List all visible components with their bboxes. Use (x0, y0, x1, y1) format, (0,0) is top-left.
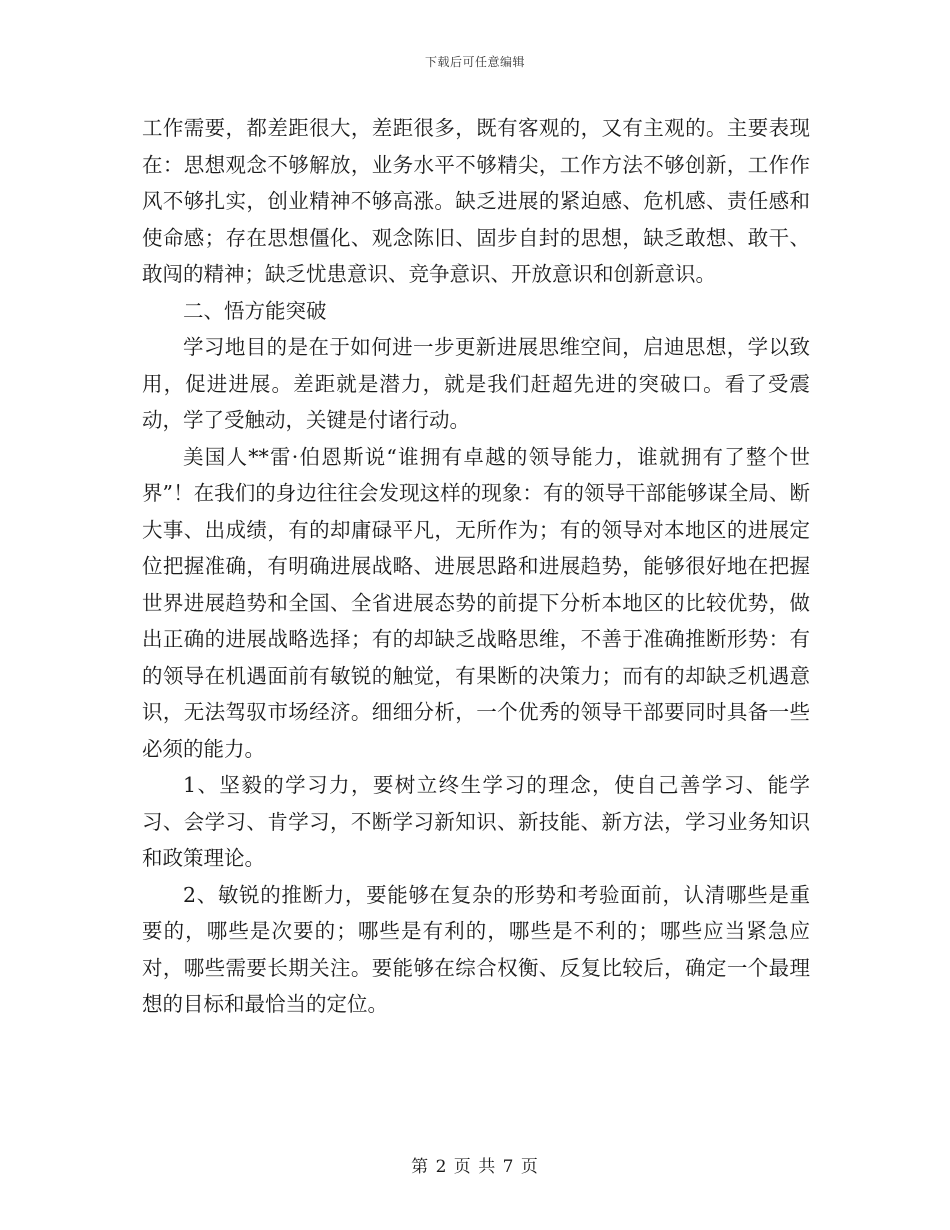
paragraph-continuation: 工作需要，都差距很大，差距很多，既有客观的，又有主观的。主要表现在：思想观念不够解放，业务水平不够精尖，工作方法不够创新，工作作风不够扎实，创业精神不够高涨。缺乏进展的紧迫感、危机感、责任感和使命感；存在思想僵化、观念陈旧、固步自封的思想，缺乏敢想、敢干、敢闯的精神；缺乏忧患意识、竞争意识、开放意识和创新意识。 (142, 116, 810, 286)
list-item-paragraph: 1、坚毅的学习力，要树立终生学习的理念，使自己善学习、能学习、会学习、肯学习，不断学习新知识、新技能、新方法，学习业务知识和政策理论。 (142, 773, 810, 870)
section-heading: 二、悟方能突破 (183, 298, 327, 323)
document-body (142, 110, 810, 1023)
paragraph: 学习地目的是在于如何进一步更新进展思维空间，启迪思想，学以致用，促进进展。差距就是潜力，就是我们赶超先进的突破口。看了受震动，学了受触动，关键是付诸行动。 (142, 335, 810, 432)
page-number: 第 2 页 共 7 页 (411, 1157, 539, 1177)
paragraph: 美国人**雷·伯恩斯说“谁拥有卓越的领导能力，谁就拥有了整个世界”！在我们的身边往往会发现这样的现象：有的领导干部能够谋全局、断大事、出成绩，有的却庸碌平凡，无所作为；有的领导对本地区的进展定位把握准确，有明确进展战略、进展思路和进展趋势，能够很好地在把握世界进展趋势和全国、全省进展态势的前提下分析本地区的比较优势，做出正确的进展战略选择；有的却缺乏战略思维，不善于准确推断形势：有的领导在机遇面前有敏锐的触觉，有果断的决策力；而有的却缺乏机遇意识，无法驾驭市场经济。细细分析，一个优秀的领导干部要同时具备一些必须的能力。 (142, 444, 810, 761)
page-header: 下载后可任意编辑 (424, 55, 525, 69)
list-item-paragraph: 2、敏锐的推断力，要能够在复杂的形势和考验面前，认清哪些是重要的，哪些是次要的；哪些是有利的，哪些是不利的；哪些应当紧急应对，哪些需要长期关注。要能够在综合权衡、反复比较后，确定一个最理想的目标和最恰当的定位。 (142, 882, 810, 1016)
